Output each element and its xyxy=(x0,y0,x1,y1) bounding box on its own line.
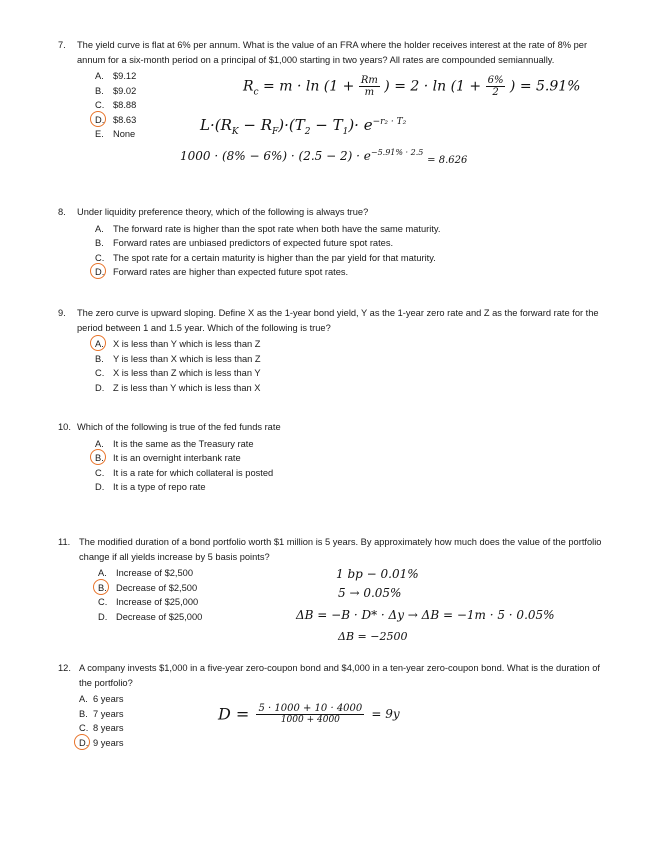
option-letter: C. xyxy=(95,100,105,110)
option-letter: C. xyxy=(95,252,105,263)
option-text: $9.02 xyxy=(113,85,137,96)
question-number: 7. xyxy=(58,40,66,50)
option-c[interactable] xyxy=(95,251,603,266)
option-letter: D. xyxy=(95,382,105,393)
question-stem: Under liquidity preference theory, which of the following is always true? xyxy=(77,207,369,217)
options-list xyxy=(95,437,603,495)
option-letter: D. xyxy=(79,736,93,751)
option-c[interactable] xyxy=(95,98,603,113)
option-text: Forward rates are unbiased predictors of expected future spot rates. xyxy=(113,238,394,248)
option-text: Increase of $25,000 xyxy=(116,597,199,607)
question-number: 11. xyxy=(58,537,71,547)
option-text: It is an overnight interbank rate xyxy=(113,453,241,463)
option-text: The spot rate for a certain maturity is higher than the par yield for that maturity. xyxy=(113,252,436,263)
handwritten-note-q12: D = $\frac{5 \cdot 1000 + 10 \cdot 4000}{1000 + 4000}$ = 9y xyxy=(218,703,400,725)
selected-answer-circle xyxy=(93,579,109,595)
option-a[interactable] xyxy=(95,337,603,352)
option-letter: D. xyxy=(95,265,113,280)
option-text: Y is less than X which is less than Z xyxy=(113,353,261,364)
handwritten-note-q7-line2: $L\cdot(R_K - R_F)\cdot(T_2 - T_1)\cdot e^{-r_2 \cdot T_2}$ xyxy=(200,116,407,137)
option-text: 9 years xyxy=(93,737,124,748)
option-text: Z is less than Y which is less than X xyxy=(113,382,261,393)
question-stem: Which of the following is true of the fed funds rate xyxy=(77,422,281,432)
option-letter: A. xyxy=(95,223,104,234)
option-d[interactable] xyxy=(79,736,613,751)
option-letter: A. xyxy=(95,337,113,352)
option-letter: B. xyxy=(79,708,88,719)
option-text: None xyxy=(113,129,136,139)
selected-answer-circle xyxy=(74,734,90,750)
question-8 xyxy=(58,205,603,280)
option-text: X is less than Y which is less than Z xyxy=(113,339,261,349)
selected-answer-circle xyxy=(90,111,106,127)
option-text: 8 years xyxy=(93,723,124,733)
option-letter: B. xyxy=(95,238,104,248)
option-a[interactable] xyxy=(95,437,603,452)
option-text: It is a rate for which collateral is posted xyxy=(113,467,274,478)
option-text: Forward rates are higher than expected future spot rates. xyxy=(113,267,349,277)
option-d[interactable] xyxy=(95,381,603,396)
option-text: It is a type of repo rate xyxy=(113,482,206,492)
question-stem: The modified duration of a bond portfolio worth $1 million is 5 years. By approximately how much does the value of the portfolio change if all yields increase by 5 basis points? xyxy=(79,537,602,562)
option-text: $8.63 xyxy=(113,114,137,125)
option-text: 6 years xyxy=(93,694,124,704)
question-number: 9. xyxy=(58,308,66,318)
question-number: 12. xyxy=(58,663,71,673)
option-text: X is less than Z which is less than Y xyxy=(113,368,261,378)
option-d[interactable] xyxy=(95,265,603,280)
option-text: It is the same as the Treasury rate xyxy=(113,438,254,449)
option-letter: B. xyxy=(95,353,104,364)
question-stem: A company invests $1,000 in a five-year zero-coupon bond and $4,000 in a ten-year zero-coupon bond. What is the duration of the portfolio? xyxy=(79,663,600,688)
option-c[interactable] xyxy=(95,466,603,481)
option-text: Increase of $2,500 xyxy=(116,568,194,578)
option-letter: C. xyxy=(95,467,105,478)
handwritten-note-q11-line3: ΔB = −B · D* · Δy → ΔB = −1m · 5 · 0.05% xyxy=(296,608,555,622)
option-b[interactable] xyxy=(95,451,603,466)
question-9 xyxy=(58,306,603,395)
handwritten-note-q11-line1: 1 bp − 0.01% xyxy=(336,567,419,581)
handwritten-note-q7-line1: $R_c = m \cdot \ln (1$ + $\frac{Rm}{m}$ ) = 2 · ln (1 + $\frac{6\%}{2}$ ) = 5.91% xyxy=(243,75,581,98)
option-text: Decrease of $2,500 xyxy=(116,582,198,593)
option-letter: D. xyxy=(95,482,105,492)
options-list xyxy=(95,222,603,280)
option-c[interactable] xyxy=(95,366,603,381)
selected-answer-circle xyxy=(90,263,106,279)
option-letter: B. xyxy=(95,451,113,466)
option-a[interactable] xyxy=(95,222,603,237)
option-text: The forward rate is higher than the spot rate when both have the same maturity. xyxy=(113,223,441,234)
option-text: 7 years xyxy=(93,708,124,719)
selected-answer-circle xyxy=(90,449,106,465)
option-text: Decrease of $25,000 xyxy=(116,611,203,622)
handwritten-note-q11-line2: 5 → 0.05% xyxy=(338,586,402,600)
option-text: $8.88 xyxy=(113,100,137,110)
option-letter: A. xyxy=(95,71,104,81)
handwritten-note-q11-line4: ΔB = −2500 xyxy=(338,630,408,643)
option-d[interactable] xyxy=(95,480,603,495)
option-letter: A. xyxy=(95,438,104,449)
option-letter: D. xyxy=(98,611,108,622)
option-letter: C. xyxy=(79,723,89,733)
question-number: 8. xyxy=(58,207,66,217)
selected-answer-circle xyxy=(90,335,106,351)
option-letter: C. xyxy=(95,368,105,378)
question-10 xyxy=(58,420,603,495)
question-stem: The yield curve is flat at 6% per annum. What is the value of an FRA where the holder receives interest at the rate of 8% per annum for a six-month period on a principal of $1,000 starting in two years? All rates are compounded semiannually. xyxy=(77,40,588,65)
question-stem: The zero curve is upward sloping. Define X as the 1-year bond yield, Y as the 1-year zero rate and Z as the forward rate for the period between 1 and 1.5 year. Which of the following is true? xyxy=(77,308,599,333)
option-letter: D. xyxy=(95,113,113,128)
option-b[interactable] xyxy=(95,352,603,367)
option-letter: E. xyxy=(95,129,104,139)
option-letter: B. xyxy=(95,85,104,96)
option-text: $9.12 xyxy=(113,71,137,81)
handwritten-note-q7-line3: $1000 \cdot (8\% - 6\%) \cdot (2.5 - 2) \cdot e^{-5.91\% \cdot 2.5}$ $_{= 8.626}$ xyxy=(180,148,468,166)
option-letter: B. xyxy=(98,581,116,596)
options-list xyxy=(95,337,603,395)
option-letter: C. xyxy=(98,597,108,607)
question-number: 10. xyxy=(58,422,71,432)
option-letter: A. xyxy=(98,568,107,578)
option-letter: A. xyxy=(79,694,88,704)
option-b[interactable] xyxy=(95,236,603,251)
